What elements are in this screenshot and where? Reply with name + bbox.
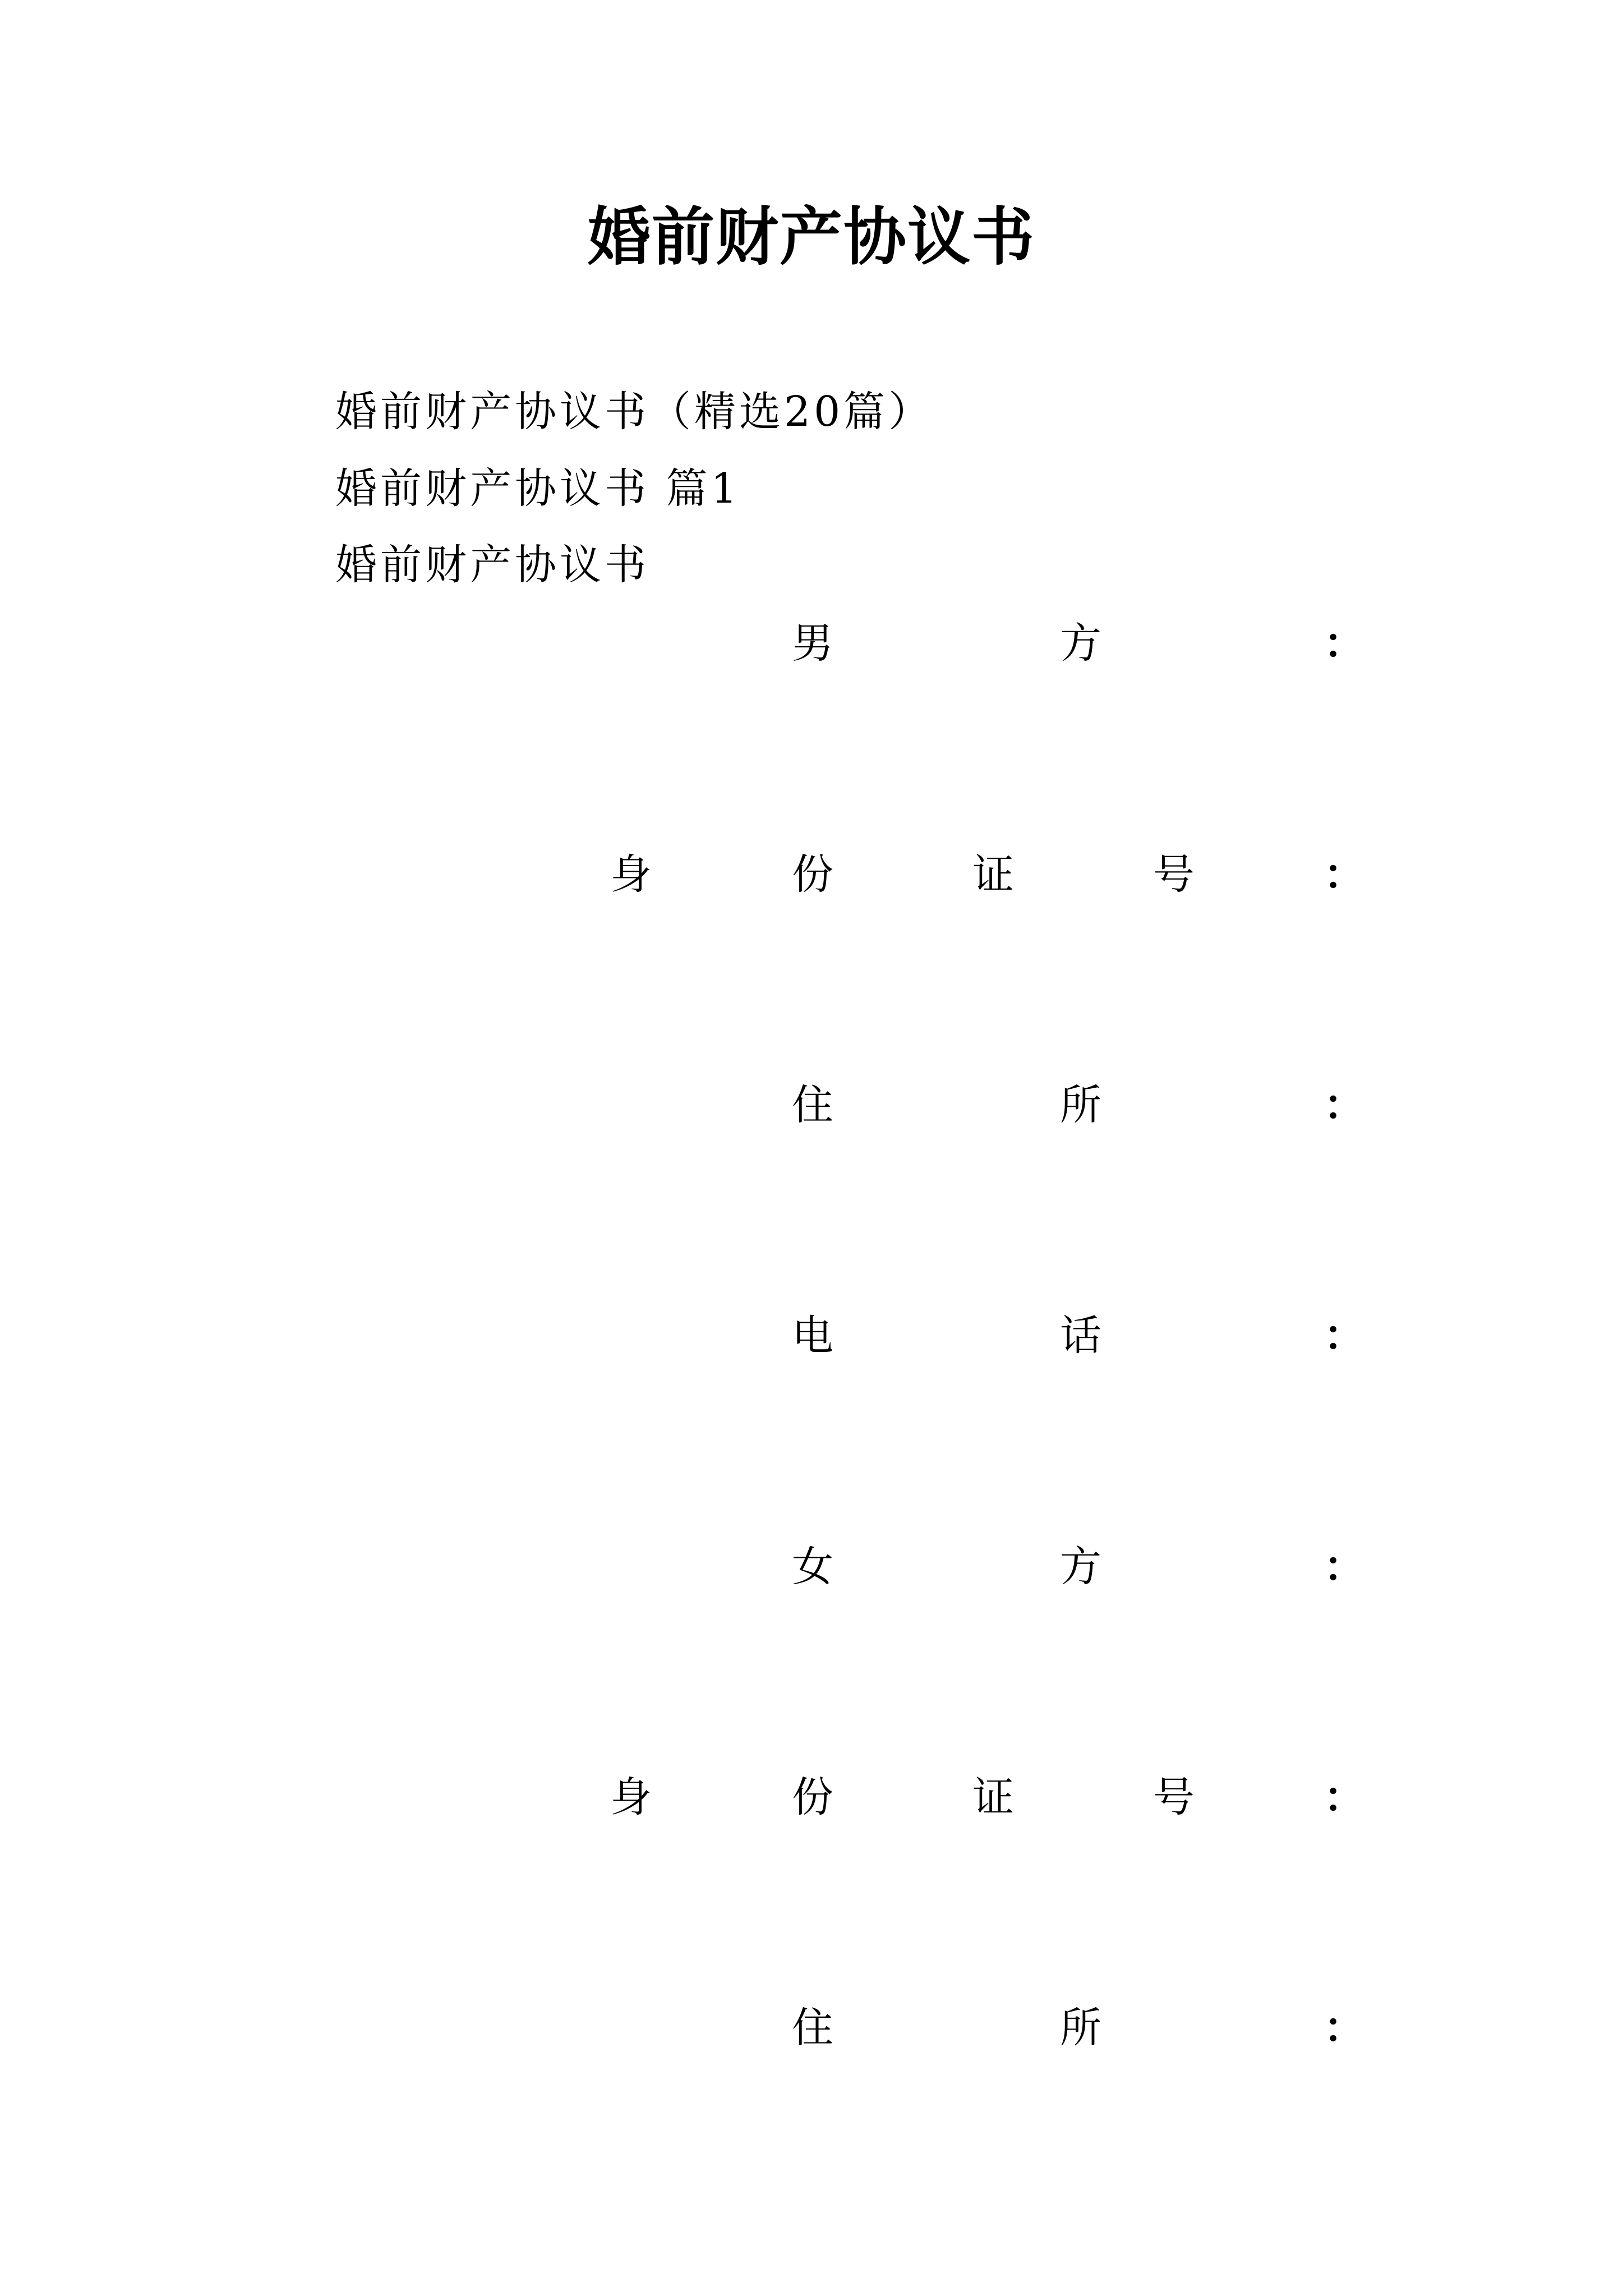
field-label-char: 方 — [1060, 1543, 1101, 1591]
field-colon: ： — [1324, 1081, 1365, 1129]
field-male-party — [0, 613, 1623, 674]
page-title: 婚前财产协议书 — [588, 200, 1035, 274]
field-colon: ： — [1324, 619, 1365, 668]
field-label-char: 身 — [610, 1773, 652, 1821]
field-label-char: 号 — [1153, 1773, 1195, 1821]
field-label-char: 份 — [792, 850, 833, 899]
field-label-char: 份 — [792, 1773, 833, 1821]
field-label-char: 住 — [792, 1081, 833, 1129]
intro-line-article-number: 婚前财产协议书 篇1 — [335, 464, 741, 513]
field-colon: ： — [1324, 1773, 1365, 1821]
field-female-address — [0, 1997, 1623, 2059]
field-label-char: 所 — [1060, 2004, 1101, 2052]
field-colon: ： — [1324, 2004, 1365, 2052]
field-label-char: 方 — [1060, 619, 1101, 668]
field-female-party — [0, 1536, 1623, 1598]
field-colon: ： — [1324, 850, 1365, 899]
intro-line-document-heading: 婚前财产协议书 — [335, 541, 649, 589]
field-male-phone — [0, 1305, 1623, 1366]
field-label-char: 所 — [1060, 1081, 1101, 1129]
field-label-char: 号 — [1153, 850, 1195, 899]
intro-line-collection-title: 婚前财产协议书（精选20篇） — [335, 388, 934, 436]
field-female-id-number — [0, 1766, 1623, 1828]
field-male-address — [0, 1074, 1623, 1136]
field-label-char: 住 — [792, 2004, 833, 2052]
field-colon: ： — [1324, 1312, 1365, 1360]
field-label-char: 男 — [792, 619, 833, 668]
field-label-char: 证 — [972, 850, 1014, 899]
field-male-id-number — [0, 844, 1623, 905]
field-label-char: 女 — [792, 1543, 833, 1591]
field-label-char: 身 — [610, 850, 652, 899]
field-label-char: 电 — [792, 1312, 833, 1360]
field-label-char: 证 — [972, 1773, 1014, 1821]
field-colon: ： — [1324, 1543, 1365, 1591]
field-label-char: 话 — [1060, 1312, 1101, 1360]
